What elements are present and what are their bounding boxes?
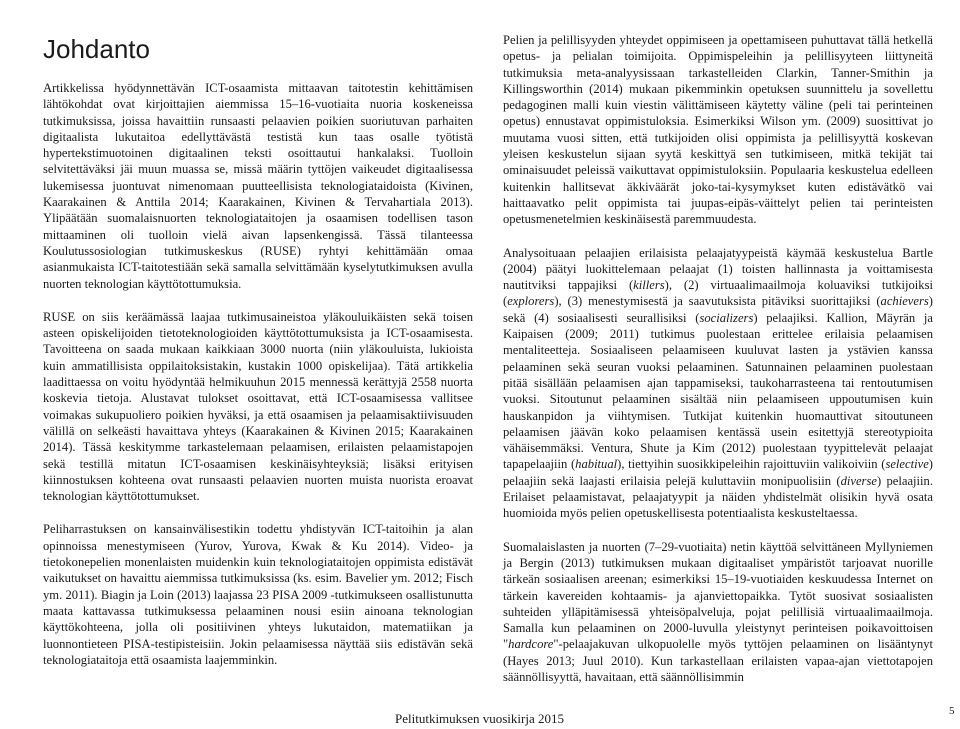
text-run: ) sekä (4) sosiaalisesti seurallisiksi ( xyxy=(503,294,933,325)
italic-term: hardcore xyxy=(508,637,554,652)
paragraph xyxy=(503,245,933,522)
italic-term: explorers xyxy=(507,294,555,309)
italic-term: achievers xyxy=(880,294,929,309)
italic-term: killers xyxy=(633,278,665,293)
right-column xyxy=(503,32,933,702)
section-heading: Johdanto xyxy=(43,34,150,64)
text-run: ), (2) virtuaalimaailmoja koluaviksi tutkijoiksi ( xyxy=(503,278,934,309)
text-run: Suomalaislasten ja nuorten (7–29-vuotiaita) netin käyttöä selvittäneen Myllyniemen ja Bergin (2013) tutkimuksen mukaan digitaaliset ympäristöt tarjoavat nuorille tärkeän sosiaalisen areenan; esimerkiksi 15–19-vuotiaiden keskuudessa Internet on tärkein kavereiden kohtaamis- ja ajanviettopaikka. Tytöt suosivat sosiaalisten suhteiden ylläpitämisessä yhteisöpalveluja, pojat pelillisiä virtuaalimaailmoja. Samalla kun pelaaminen on 2000-luvulla yleistynyt perinteisen poikavoittoisen " xyxy=(503,539,933,652)
paragraph: Peliharrastuksen on kansainvälisestikin todettu yhdistyvän ICT-taitoihin ja alan opinnoissa menestymiseen (Yurov, Yurova, Kwak & Ku 2014). Video- ja tietokonepelien monenlaisten muidenkin kuin teknologiataitojen oppimista edistävät vaikutukset on havaittu aiemmissa tutkimuksissa (ks. esim. Bavelier ym. 2012; Fisch ym. 2011). Biagin ja Loin (2013) laajassa 23 PISA 2009 -tutkimukseen osallistunutta maata kattavassa tutkimuksessa pelaaminen nousi esiin ainoana teknologian käyttökohteena, jolla oli positiivinen yhteys lukutaidon, matematiikan ja luonnontieteen PISA-testipisteisiin. Jokin pelaamisessa näyttää siis edistävän sekä teknologiataitoja että osaamista laajemminkin. xyxy=(43,522,473,667)
text-run: ), (3) menestymisestä ja saavutuksista pitäviksi suorittajiksi ( xyxy=(554,294,881,309)
italic-term: selective xyxy=(885,457,929,472)
text-run: ) pelaajiin. Erilaiset pelaamistavat, pelaajatyypit ja näiden yhdistelmät olisikin hyvä osata huomioida myös pelien opetuskellisesta potentiaalista keskusteltaessa. xyxy=(503,473,933,521)
italic-term: habitual xyxy=(575,457,618,472)
italic-term: socializers xyxy=(699,310,754,325)
page-number: 5 xyxy=(949,705,955,717)
text-run: ), tiettyihin suosikkipeleihin rajoittuviin valikoiviin ( xyxy=(617,457,886,472)
text-run: Analysoituaan pelaajien erilaisista pelaajatyypeistä käymää keskustelua Bartle (2004) päätyi luokittelemaan pelaajat (1) toisten hallinnasta ja voittamisesta nautitviksi tappajiksi ( xyxy=(503,245,933,293)
paragraph xyxy=(503,539,933,686)
text-run: "-pelaajakuvan ulkopuolelle myös tyttöjen pelaaminen on lisääntynyt (Hayes 2013; Juul 2010). Kun tarkastellaan erilaisten vapaa-ajan viettotapojen säännöllisyyttä, havaitaan, että säännöllisimmin xyxy=(503,637,933,684)
paragraph: RUSE on siis keräämässä laajaa tutkimusaineistoa yläkouluikäisten sekä toisen asteen opiskelijoiden tietoteknologioiden käyttötottumuksista ja ICT-osaamisesta. Tavoitteena on saada mukaan kaikkiaan 3000 nuorta (niin yläkouluista, lukioista kuin ammatillisista oppilaitoksistakin, kustakin 1000 opiskelijaa). Tätä artikkelia laadittaessa on voitu hyödyntää helmikuuhun 2015 mennessä kerättyjä 2558 nuorta koskevia tietoja. Alustavat tulokset osoittavat, että ICT-osaamisessa vallitsee voimakas sukupuoliero poikien hyväksi, ja että osaamisen ja pelaamisaktiivisuuden välillä on selkeästi havaittava yhteys (Kaarakainen & Kivinen 2015; Kaarakainen 2014). Tässä keskitymme tarkastelemaan pelaamisen, erilaisten pelaamistapojen sekä testillä mitatun ICT-osaamisen keskinäisyhteyksiä; lisäksi erityisen kiinnostuksen kohteena ovat runsaasti pelaavien nuorten muista nuorista eroavat teknologian käyttötottumukset. xyxy=(43,309,473,504)
left-column xyxy=(43,34,473,685)
text-run: ) pelaajiksi. Kallion, Mäyrän ja Kaipaisen (2009; 2011) tutkimus puolestaan erittelee erilaisia pelaamisen mentaliteetteja. Sosiaaliseen pelaamiseen kuuluvat lasten ja ystävien kanssa pelaaminen sekä seuran vuoksi pelaaminen. Satunnainen pelaaminen puolestaan pitää sisällään pelaamisen ajan tappamiseksi, taukoharrasteena tai rentoutumisen vuoksi. Sitoutunut pelaaminen sisältää niin pelaamiseen uppoutumisen kuin hauskanpidon ja viihtymisen. Tutkijat kuitenkin huomauttivat sitoutuneen pelaamisen jäävän koko pelaamisen kentässä usein esitettyjä stereotypioita vähäisemmäksi. Ventura, Shute ja Kim (2012) puolestaan tyypittelevät pelaajat tapapelaajiin ( xyxy=(503,310,933,472)
paragraph: Artikkelissa hyödynnettävän ICT-osaamista mittaavan taitotestin kehittämisen lähtökohdat ovat kirjoittajien aiemmissa 15–16-vuotiaita nuoria koskeneissa tutkimuksissa, joissa havaittiin runsaasti pelaavien poikien suoriutuvan parhaiten digitaalista lukutaitoa edellyttävästä testistä kun taas osalle työtistä hypertekstimuotoinen digitaalinen teksti osoittautui hankalaksi. Tuolloin selvitettäväksi jäi muun muassa se, missä määrin tyttöjen vaikeudet digitaalisessa lukemisessa juontuvat nimenomaan puutteellisista teknologiataidoista (Kivinen, Kaarakainen & Anttila 2014; Kaarakainen, Kivinen & Tervahartiala 2013). Ylipäätään suomalaisnuorten teknologiataitojen ja osaamisen todellisen tason mittaaminen oli tuolloin vielä aivan lapsenkengissä. Tässä tilanteessa Koulutussosiologian tutkimuskeskus (RUSE) ryhtyi kehittämään omaa asianmukaista ICT-taitotestiään sekä samalla selvittämään kyselytutkimuksen avulla nuorten teknologian käyttötottumuksia. xyxy=(43,81,473,291)
text-run: ) pelaajiin sekä laajasti erilaisia pelejä kuluttaviin monipuolisiin ( xyxy=(503,457,933,488)
paragraph: Pelien ja pelillisyyden yhteydet oppimiseen ja opettamiseen puhuttavat tällä hetkellä opetus- ja pelialan toimijoita. Oppimispeleihin ja pelillisyyteen liittyneitä tutkimuksia meta-analyysissaan tarkastelleiden Clarkin, Tanner-Smithin ja Killingsworthin (2014) mukaan pikemminkin opetuksen suunnittelu ja sovellettu pedagoginen malli kuin viestin välittämiseen käytetty väline (peli tai perinteinen opetus) ennustavat oppimistuloksia. Esimerkiksi Wilson ym. (2009) suosittivat jo muutama vuosi sitten, että tutkijoiden olisi oppimista ja pelillisyyttä koskevan yleisen keskustelun sijaan syytä keskittyä sen tutkimiseen, mitkä tekijät tai ominaisuudet peleissä vaikuttavat oppimistuloksiin. Populaaria keskustelua edelleen kuitenkin hallitsevat äkkiväärät joko-tai-kysymykset kuten edistävätkö vai haittaavatko pelit oppimista tai juupas-eipäs-väittelyt pelien tai perinteisten opetusmenetelmien keskinäisestä paremmuudesta. xyxy=(503,33,933,227)
italic-term: diverse xyxy=(840,473,877,488)
footer-publication-title: Pelitutkimuksen vuosikirja 2015 xyxy=(395,711,564,726)
